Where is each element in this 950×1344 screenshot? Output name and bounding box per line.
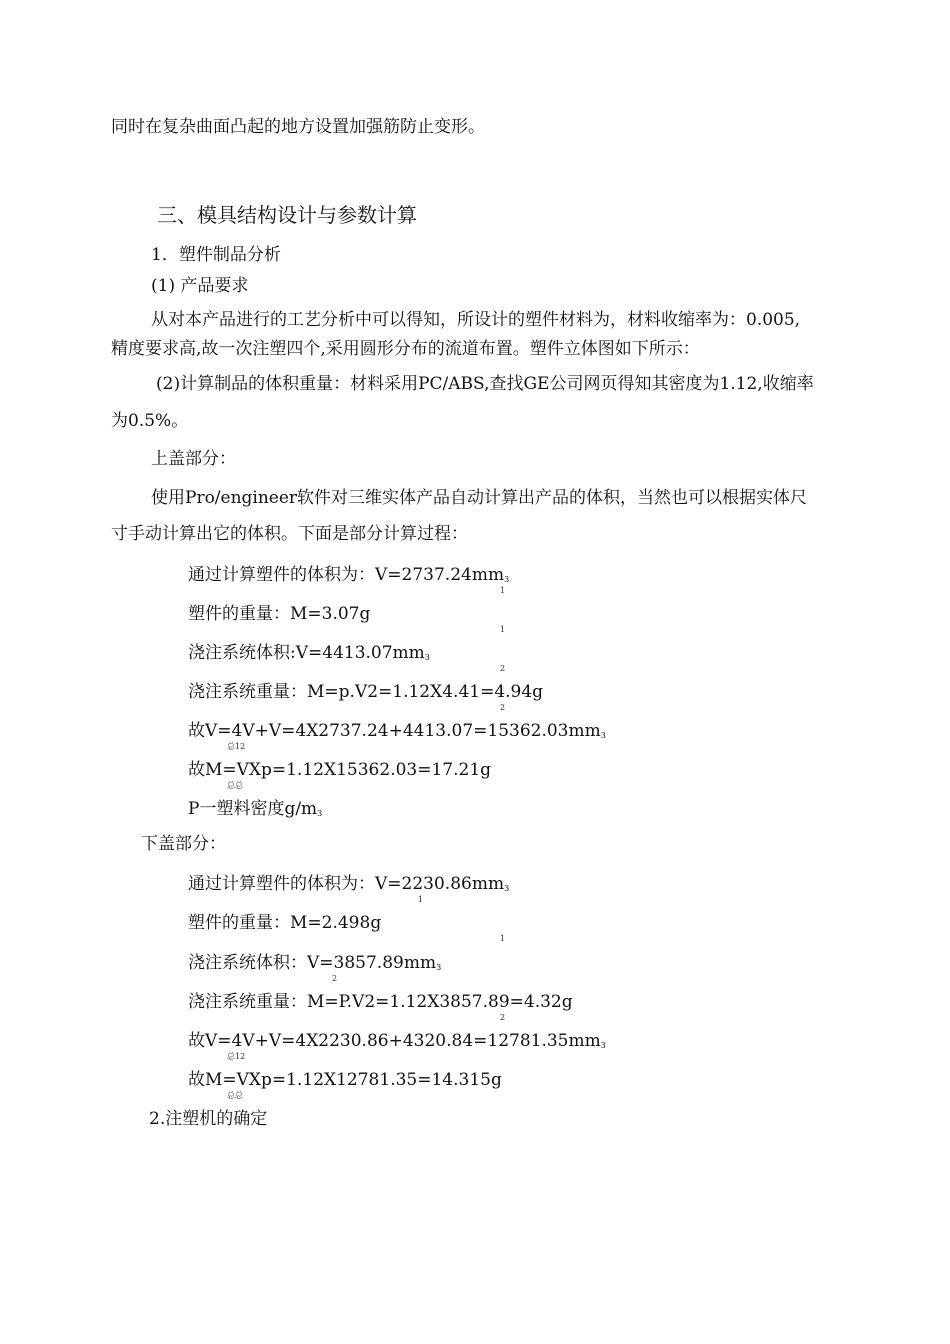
formula-line (188, 953, 441, 978)
section-heading: 三、模具结构设计与参数计算 (157, 203, 417, 227)
formula-line: 浇注系统重量：M=p.V2=1.12X4.41=4.94g (188, 682, 544, 702)
subscript: 总12 (227, 742, 246, 751)
subscript: 1 (500, 934, 506, 943)
formula-text: 故V=4V+V=4X2737.24+4413.07=15362.03mm (188, 721, 601, 741)
paragraph-line: 精度要求高,故一次注塑四个,采用圆形分布的流道布置。塑件立体图如下所示： (111, 339, 700, 359)
formula-line: 故M=VXp=1.12X12781.35=14.315g (188, 1070, 502, 1090)
formula-line (188, 799, 322, 824)
subscript: 总总 (227, 781, 243, 790)
formula-line (188, 565, 509, 590)
paragraph-line: 为0.5%。 (111, 411, 189, 431)
subsection-title: 2.注塑机的确定 (149, 1109, 268, 1129)
paragraph-line: (2)计算制品的体积重量：材料采用PC/ABS,查找GE公司网页得知其密度为1.12,收缩率 (156, 374, 814, 394)
superscript: 3 (600, 1041, 606, 1050)
formula-text: 通过计算塑件的体积为：V=2737.24mm (188, 565, 505, 585)
subscript: 1 (418, 895, 424, 904)
formula-line (188, 1031, 606, 1056)
formula-line: 塑件的重量：M=3.07g (188, 604, 371, 624)
subscript: 总12 (227, 1052, 246, 1061)
subscript: 2 (500, 1013, 506, 1022)
formula-text: 通过计算塑件的体积为：V=2230.86mm (188, 874, 505, 894)
superscript: 3 (424, 653, 430, 662)
intro-line: 同时在复杂曲面凸起的地方设置加强筋防止变形。 (111, 117, 485, 137)
subsection-title: 1．塑件制品分析 (151, 245, 281, 265)
paragraph-line: 使用Pro/engineer软件对三维实体产品自动计算出产品的体积，当然也可以根据实体尺 (151, 488, 808, 508)
item-title: (1) 产品要求 (151, 276, 249, 296)
superscript: 3 (317, 809, 323, 818)
formula-text: 浇注系统体积：V=3857.89mm (188, 953, 437, 973)
superscript: 3 (504, 884, 510, 893)
formula-text: 浇注系统体积:V=4413.07mm (188, 643, 425, 663)
upper-cover-title: 上盖部分： (151, 449, 236, 469)
subscript: 2 (500, 703, 506, 712)
formula-line (188, 643, 430, 668)
paragraph-line: 寸手动计算出它的体积。下面是部分计算过程： (111, 524, 468, 544)
formula-line: 故M=VXp=1.12X15362.03=17.21g (188, 760, 492, 780)
lower-cover-title: 下盖部分： (141, 834, 226, 854)
subscript: 2 (500, 664, 506, 673)
subscript: 总总 (227, 1091, 243, 1100)
formula-line (188, 874, 509, 899)
formula-text: 故V=4V+V=4X2230.86+4320.84=12781.35mm (188, 1031, 601, 1051)
paragraph-line: 从对本产品进行的工艺分析中可以得知，所设计的塑件材料为，材料收缩率为：0.005, (151, 310, 801, 330)
superscript: 3 (504, 575, 510, 584)
superscript: 3 (600, 731, 606, 740)
formula-line (188, 721, 606, 746)
formula-line: 塑件的重量：M=2.498g (188, 913, 382, 933)
superscript: 3 (436, 963, 442, 972)
subscript: 1 (500, 625, 506, 634)
formula-text: P一塑料密度g/m (188, 799, 318, 819)
subscript: 1 (500, 586, 506, 595)
formula-line: 浇注系统重量：M=P.V2=1.12X3857.89=4.32g (188, 992, 573, 1012)
subscript: 2 (332, 974, 338, 983)
